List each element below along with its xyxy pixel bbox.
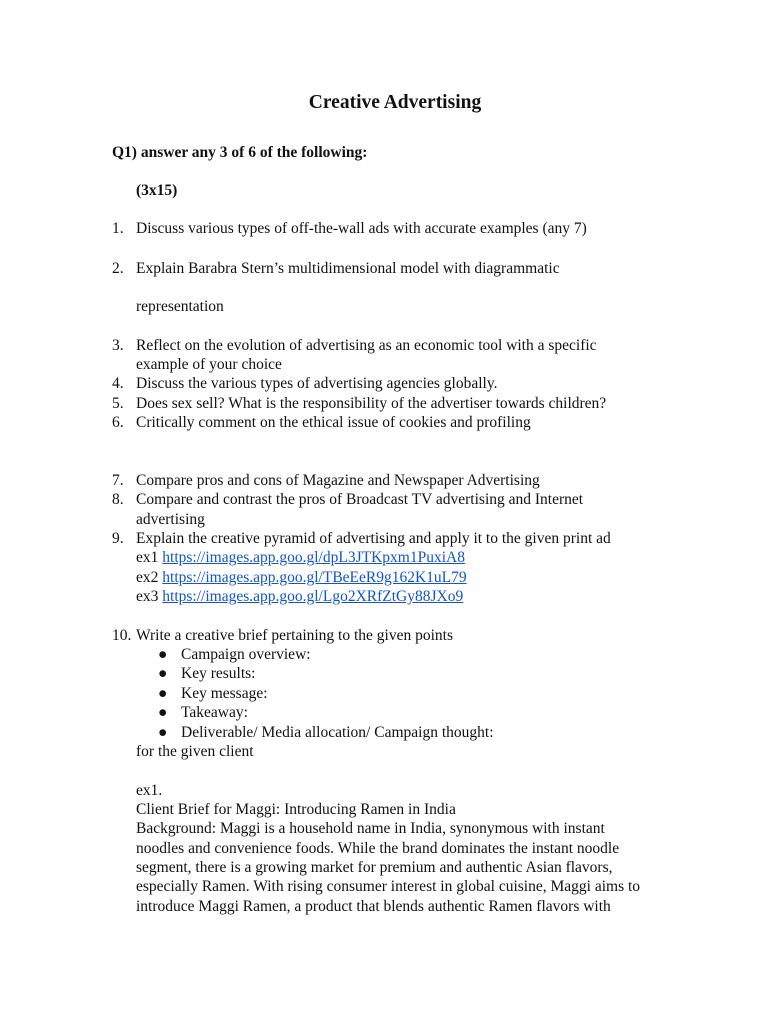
question-text: Compare pros and cons of Magazine and Newspaper Advertising xyxy=(136,472,540,489)
question-number: 4. xyxy=(112,375,124,392)
question-number: 2. xyxy=(112,260,124,277)
bullet-icon: ● xyxy=(158,646,168,663)
example-line xyxy=(136,587,463,607)
brief-background-line: segment, there is a growing market for premium and authentic Asian flavors, xyxy=(136,859,613,876)
marks: (3x15) xyxy=(136,182,178,199)
example-label: ex2 xyxy=(136,569,163,586)
question-text: Does sex sell? What is the responsibility of the advertiser towards children? xyxy=(136,395,607,412)
question-number: 8. xyxy=(112,491,124,508)
question-text-continued: advertising xyxy=(136,511,205,528)
question-text-continued: example of your choice xyxy=(136,356,282,373)
brief-background-line: introduce Maggi Ramen, a product that blends authentic Ramen flavors with xyxy=(136,898,611,915)
example-link-3[interactable]: https://images.app.goo.gl/Lgo2XRfZtGy88JXo9 xyxy=(162,588,464,605)
brief-title: Client Brief for Maggi: Introducing Ramen in India xyxy=(136,801,456,818)
instruction: Q1) answer any 3 of 6 of the following: xyxy=(112,144,368,161)
example-label: ex1. xyxy=(136,782,163,799)
example-link-2[interactable]: https://images.app.goo.gl/TBeEeR9g162K1uL79 xyxy=(162,569,467,586)
question-text-continued: representation xyxy=(136,298,224,315)
example-line xyxy=(136,548,465,568)
brief-background-line: especially Ramen. With rising consumer interest in global cuisine, Maggi aims to xyxy=(136,878,641,895)
question-number: 1. xyxy=(112,220,124,237)
question-text: Write a creative brief pertaining to the given points xyxy=(136,627,454,644)
bullet-item: Campaign overview: xyxy=(181,646,311,663)
brief-background-line: noodles and convenience foods. While the brand dominates the instant noodle xyxy=(136,840,620,857)
bullet-item: Takeaway: xyxy=(181,704,248,721)
question-text: Compare and contrast the pros of Broadcast TV advertising and Internet xyxy=(136,491,584,508)
bullet-item: Key message: xyxy=(181,685,268,702)
question-text: Discuss various types of off-the-wall ads with accurate examples (any 7) xyxy=(136,220,587,237)
brief-background-line: Background: Maggi is a household name in India, synonymous with instant xyxy=(136,820,605,837)
question-number: 10. xyxy=(112,627,132,644)
bullet-icon: ● xyxy=(158,685,168,702)
question-number: 3. xyxy=(112,337,124,354)
question-text: Reflect on the evolution of advertising as an economic tool with a specific xyxy=(136,337,597,354)
example-line xyxy=(136,568,467,588)
question-text: Discuss the various types of advertising agencies globally. xyxy=(136,375,498,392)
page-title: Creative Advertising xyxy=(308,92,482,113)
bullet-icon: ● xyxy=(158,704,168,721)
bullet-icon: ● xyxy=(158,724,168,741)
question-number: 9. xyxy=(112,530,124,547)
example-link-1[interactable]: https://images.app.goo.gl/dpL3JTKpxm1PuxiA8 xyxy=(162,549,465,566)
example-label: ex3 xyxy=(136,588,163,605)
question-text: Explain the creative pyramid of advertising and apply it to the given print ad xyxy=(136,530,611,547)
question-text-after: for the given client xyxy=(136,743,254,760)
question-number: 7. xyxy=(112,472,124,489)
question-number: 6. xyxy=(112,414,124,431)
question-text: Critically comment on the ethical issue of cookies and profiling xyxy=(136,414,531,431)
example-label: ex1 xyxy=(136,549,163,566)
bullet-icon: ● xyxy=(158,665,168,682)
question-text: Explain Barabra Stern’s multidimensional model with diagrammatic xyxy=(136,260,560,277)
question-number: 5. xyxy=(112,395,124,412)
bullet-item: Key results: xyxy=(181,665,256,682)
bullet-item: Deliverable/ Media allocation/ Campaign thought: xyxy=(181,724,494,741)
